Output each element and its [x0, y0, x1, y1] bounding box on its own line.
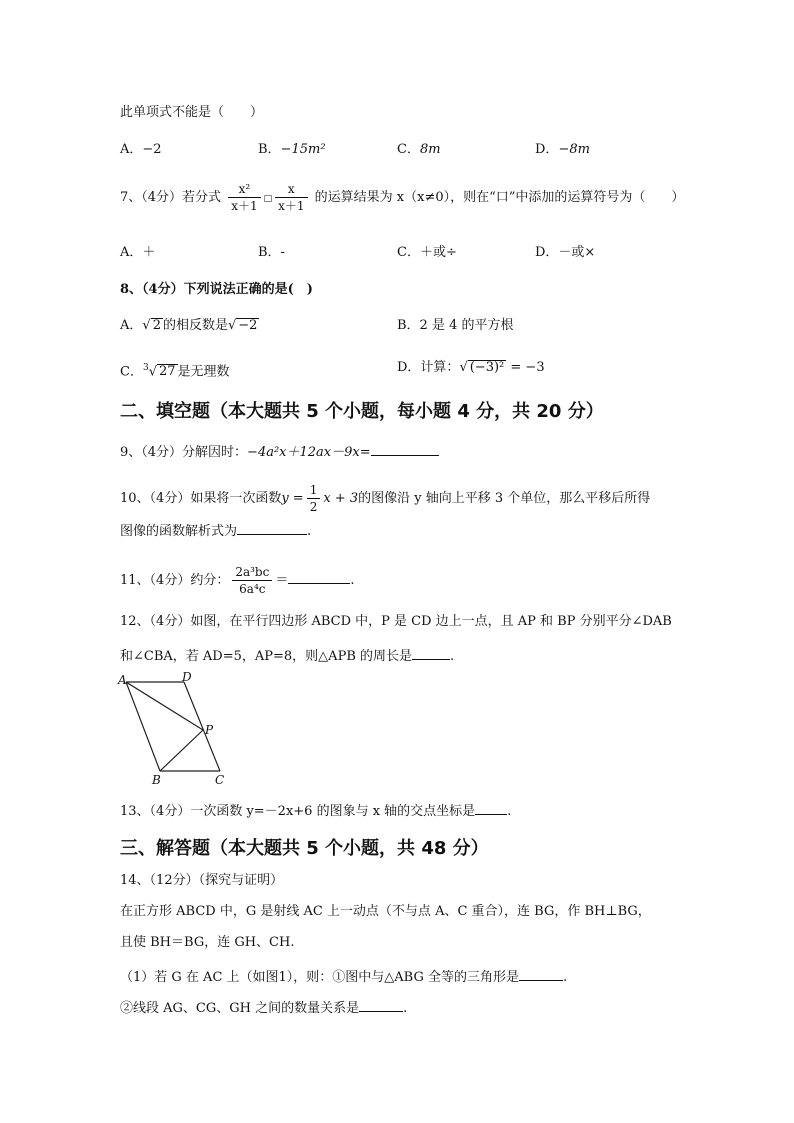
q11-fraction-numerator: 2a³bc [232, 564, 272, 581]
q8-option-a-mid: 的相反数是 [162, 318, 228, 333]
q6-option-c-expr: 8m [419, 142, 441, 157]
q10-line-2-end: . [307, 524, 312, 539]
q14-part-2-answer-blank[interactable] [359, 997, 403, 1012]
segment-bp [160, 730, 203, 771]
q8-option-d-suffix: = −3 [510, 360, 545, 375]
q9-expression: −4a²x＋12ax－9x [247, 445, 360, 460]
q14-part-2-end: . [403, 1001, 408, 1016]
vertex-label-a: A [118, 673, 127, 687]
q7-option-c: C．＋或÷ [397, 245, 457, 260]
q14-title: 14、（12分）（探究与证明） [120, 873, 284, 888]
q6-option-b-prefix: B． [258, 142, 281, 157]
q6-option-b-expr: −15m² [280, 142, 326, 157]
q9 [120, 441, 439, 463]
q12-line-1: 12、（4分）如图，在平行四边形 ABCD 中，P 是 CD 边上一点，且 AP 和 BP 分别平分∠DAB [120, 614, 672, 629]
q7-fraction-2-numerator: x [275, 181, 307, 198]
q11 [120, 564, 355, 597]
q11-end: . [350, 573, 355, 588]
vertex-label-b: B [152, 773, 161, 787]
q7-fraction-2 [275, 181, 307, 214]
parallelogram-figure [112, 670, 232, 792]
q11-prefix: 11、（4分）约分： [120, 573, 230, 588]
q10-suffix: 的图像沿 y 轴向上平移 3 个单位，那么平移后所得 [358, 491, 651, 506]
q8-option-d [397, 358, 545, 378]
q7-fraction-1-denominator: x＋1 [231, 199, 258, 213]
q11-answer-blank[interactable] [288, 569, 350, 584]
q11-fraction [232, 564, 272, 597]
q10-expression-tail: x + 3 [323, 491, 359, 506]
q14-part-1 [120, 966, 567, 988]
q13-answer-blank[interactable] [475, 800, 507, 815]
q8-option-a-radicand-2: −2 [238, 318, 258, 333]
q14-part-1-end: . [563, 970, 568, 985]
q7-fraction-2-denominator: x＋1 [278, 199, 305, 213]
radical-sign: √ [227, 318, 237, 333]
q14-part-2-text: ②线段 AG、CG、GH 之间的数量关系是 [120, 1001, 360, 1016]
q10-line-2 [120, 520, 311, 542]
q8-option-d-radicand: (−3)² [469, 360, 505, 375]
vertex-label-p: P [205, 723, 214, 737]
q10-prefix: 10、（4分）如果将一次函数 [120, 491, 282, 506]
q14-paragraph-1: 在正方形 ABCD 中，G 是射线 AC 上一动点（不与点 A、C 重合），连 BG，作 BH⊥BG， [120, 904, 651, 919]
q6-option-b [258, 140, 326, 160]
q6-option-c-prefix: C． [397, 142, 420, 157]
q8-option-a-prefix: A． [120, 318, 143, 333]
q8-option-c-radicand: 27 [158, 364, 176, 380]
q7-stem [120, 181, 684, 214]
q7-prefix: 7、（4分）若分式 [120, 190, 222, 205]
q10-fraction-denominator: 2 [309, 500, 318, 514]
q10-y-equals: y = [281, 491, 304, 506]
q10-answer-blank[interactable] [237, 520, 307, 535]
q10-fraction [307, 482, 321, 515]
q14-part-2 [120, 997, 407, 1019]
q9-equals: = [359, 445, 371, 460]
q7-suffix: 的运算结果为 x（x≠0），则在“口”中添加的运算符号为（ ） [314, 190, 685, 205]
q6-option-a: A．−2 [120, 142, 162, 157]
q9-answer-blank[interactable] [371, 441, 439, 456]
radical-sign: √ [459, 360, 468, 375]
q13 [120, 800, 511, 822]
q8-option-d-prefix: D．计算： [397, 360, 460, 375]
vertex-label-c: C [215, 773, 225, 787]
segment-ap [126, 682, 203, 730]
q7-operator-box: □ [263, 194, 273, 204]
q8-option-a [120, 316, 259, 336]
segment-ba [126, 682, 160, 771]
q8-option-c-prefix: C． [120, 364, 143, 380]
q12-line-2 [120, 645, 454, 667]
segment-dc [184, 682, 220, 771]
q6-option-c [397, 140, 441, 160]
q8-option-c-root-index: 3 [142, 363, 149, 373]
q7-option-d: D．－或× [535, 245, 596, 260]
q8-option-a-radicand-1: 2 [152, 318, 161, 333]
q7-option-b: B．- [258, 245, 285, 260]
q6-option-d-expr: −8m [558, 142, 590, 157]
q7-fraction-1 [228, 181, 260, 214]
q14-paragraph-2: 且使 BH＝BG，连 GH、CH. [120, 935, 295, 950]
vertex-label-d: D [182, 670, 192, 684]
q11-fraction-denominator: 6a⁴c [239, 582, 266, 596]
q12-answer-blank[interactable] [412, 645, 450, 660]
q11-equals: ＝ [275, 573, 289, 588]
q13-end: . [507, 804, 512, 819]
q8-option-b: B．2 是 4 的平方根 [397, 318, 514, 333]
q10-line-2-text: 图像的函数解析式为 [120, 524, 238, 539]
q7-fraction-1-numerator: x² [228, 181, 260, 198]
section-heading-fill-in: 二、填空题（本大题共 5 个小题，每小题 4 分，共 20 分） [120, 401, 604, 422]
q6-option-d [535, 140, 590, 160]
section-heading-solutions: 三、解答题（本大题共 5 个小题，共 48 分） [120, 838, 489, 859]
q12-line-2-text: 和∠CBA，若 AD=5，AP=8，则△APB 的周长是 [120, 649, 413, 664]
q6-stem-tail: 此单项式不能是（ ） [120, 105, 264, 120]
q10-fraction-numerator: 1 [307, 482, 321, 499]
q9-prefix: 9、（4分）分解因时： [120, 445, 248, 460]
q6-option-d-prefix: D． [535, 142, 559, 157]
q12-line-2-end: . [450, 649, 455, 664]
q14-part-1-answer-blank[interactable] [519, 966, 563, 981]
q8-option-c-suffix: 是无理数 [177, 364, 230, 380]
radical-sign: √ [148, 364, 157, 380]
q14-part-1-text: （1）若 G 在 AC 上（如图1），则：①图中与△ABG 全等的三角形是 [120, 970, 519, 985]
q10-line-1 [120, 482, 650, 515]
q8-option-c [120, 358, 230, 382]
radical-sign: √ [142, 318, 151, 333]
q7-option-a: A．＋ [120, 245, 156, 260]
q8-stem: 8、（4分）下列说法正确的是( ) [120, 282, 313, 297]
q13-text: 13、（4分）一次函数 y=－2x+6 的图象与 x 轴的交点坐标是 [120, 804, 476, 819]
